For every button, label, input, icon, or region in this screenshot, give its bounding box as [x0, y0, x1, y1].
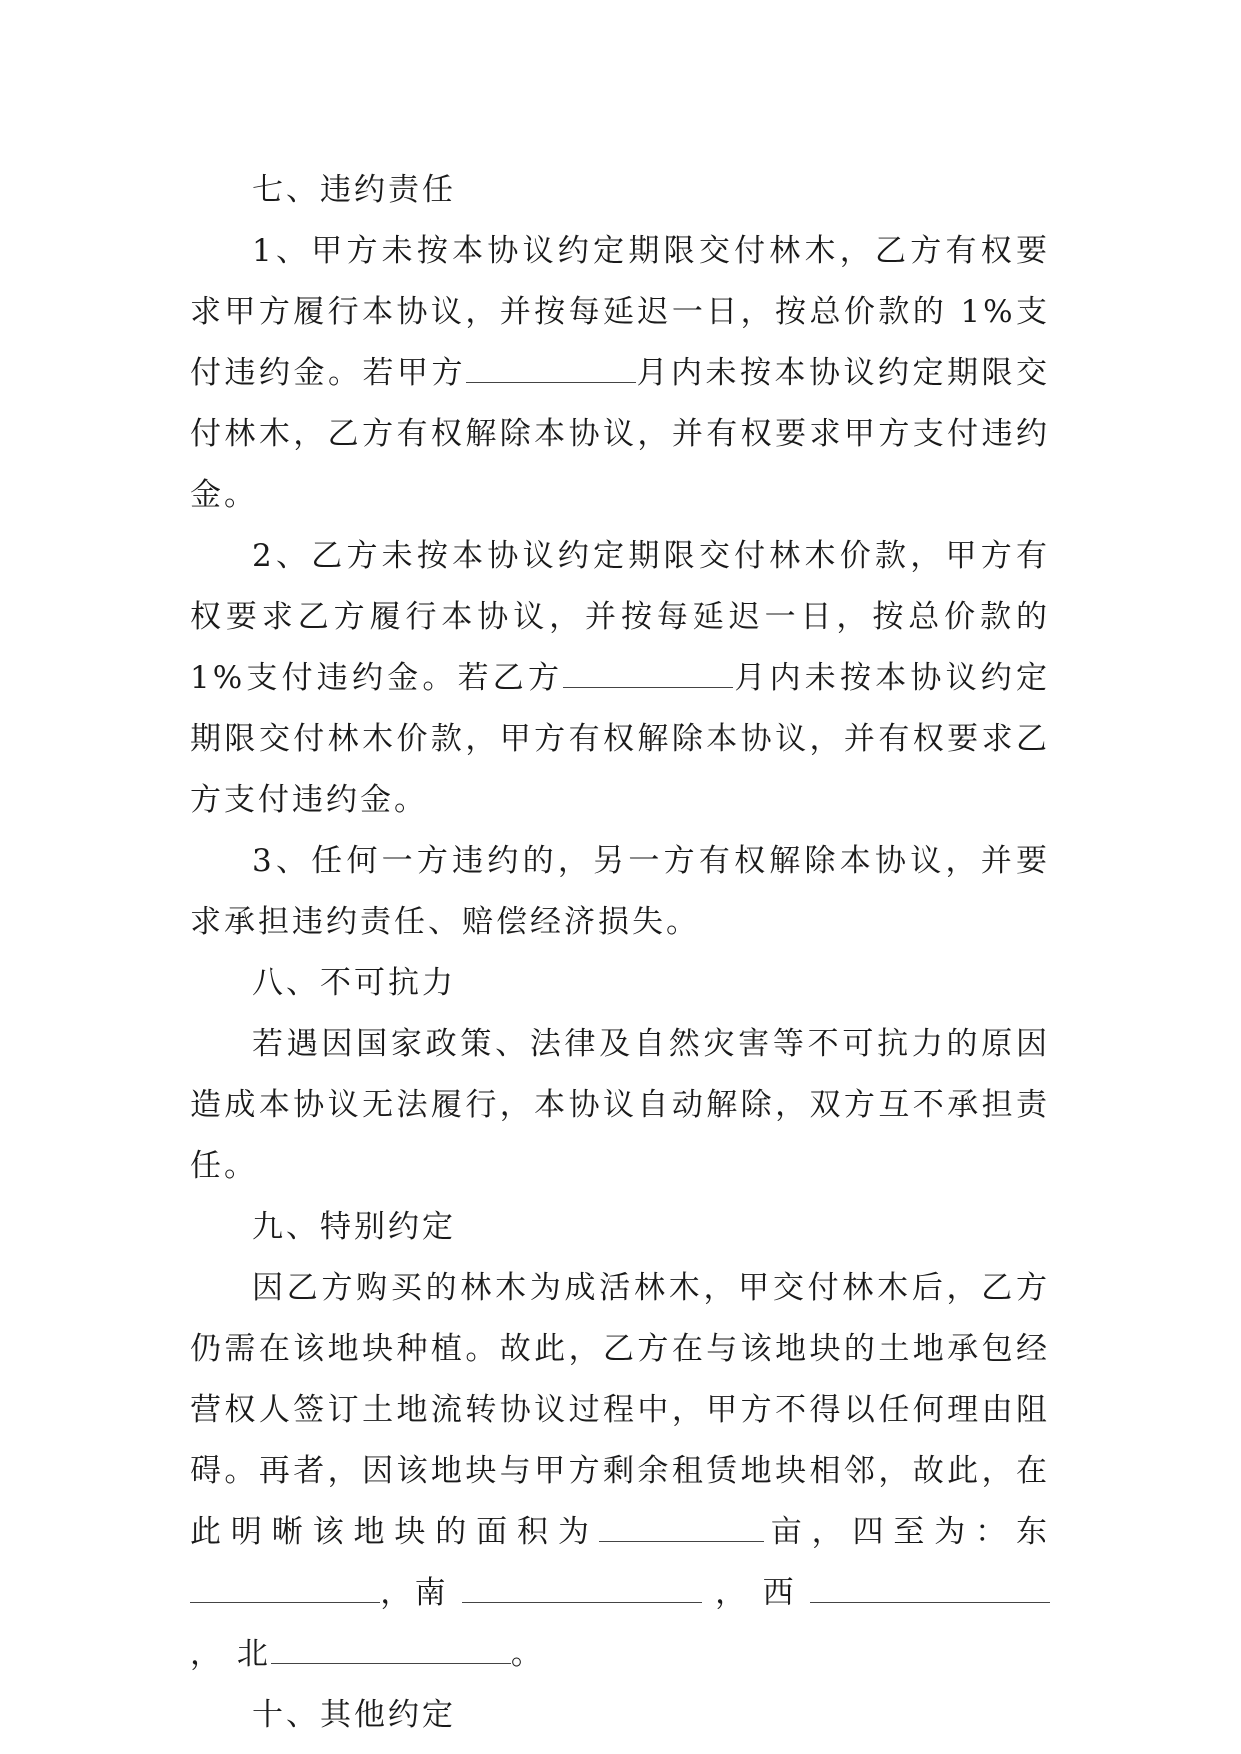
label-west: 西	[762, 1575, 797, 1611]
section-8-heading: 八、不可抗力	[252, 965, 456, 1001]
blank-east-boundary	[190, 1574, 380, 1603]
section-9-unit-east: 亩，四至为：东	[763, 1514, 1051, 1550]
blank-months-party-a	[466, 354, 636, 383]
section-8-text: 若遇因国家政策、法律及自然灾害等不可抗力的原因造成本协议无法履行，本协议自动解除，双方互不承担责任。	[190, 1026, 1050, 1184]
section-9-text-a: 因乙方购买的林木为成活林木，甲交付林木后，乙方仍需在该地块种植。故此，乙方在与该地块的土地承包经营权人签订土地流转协议过程中，甲方不得以任何理由阻碍。再者，因该地块与甲方剩余租赁地块相邻，故此，在此明晰该地块的面积为	[190, 1270, 1050, 1550]
section-9-heading: 九、特别约定	[252, 1209, 456, 1245]
comma-after-west: ，	[190, 1636, 224, 1672]
item-1-text-a: 1、甲方未按本协议约定期限交付林木，乙方有权要求甲方履行本协议，并按每延迟一日，按总价款的 1%支付违约金。若甲方	[190, 233, 1050, 391]
document-body	[190, 160, 1050, 1746]
label-north: 北	[236, 1636, 271, 1672]
item-2-text-b: 月内未按本协议约定期限交付林木价款，甲方有权解除本协议，并有权要求乙方支付违约金。	[190, 660, 1050, 818]
item-2-text-a: 2、乙方未按本协议约定期限交付林木价款，甲方有权要求乙方履行本协议，并按每延迟一日，按总价款的 1%支付违约金。若乙方	[190, 538, 1050, 696]
blank-area	[599, 1513, 764, 1542]
section-7-item-1	[190, 221, 1050, 526]
section-9-end: 。	[510, 1636, 545, 1672]
label-south: 南	[414, 1575, 449, 1611]
section-9-text	[190, 1258, 1050, 1685]
blank-north-boundary	[271, 1635, 511, 1664]
comma-after-east: ，	[380, 1575, 415, 1611]
item-1-text-b: 月内未按本协议约定期限交付林木，乙方有权解除本协议，并有权要求甲方支付违约金。	[190, 355, 1050, 513]
blank-south-boundary	[462, 1574, 702, 1603]
section-7-item-2	[190, 526, 1050, 831]
blank-months-party-b	[563, 659, 733, 688]
section-7-item-3: 3、任何一方违约的，另一方有权解除本协议，并要求承担违约责任、赔偿经济损失。	[190, 843, 1050, 940]
comma-after-south: ，	[715, 1575, 750, 1611]
section-10-heading: 十、其他约定	[252, 1697, 456, 1733]
blank-west-boundary	[810, 1574, 1050, 1603]
section-7-heading: 七、违约责任	[252, 172, 456, 208]
